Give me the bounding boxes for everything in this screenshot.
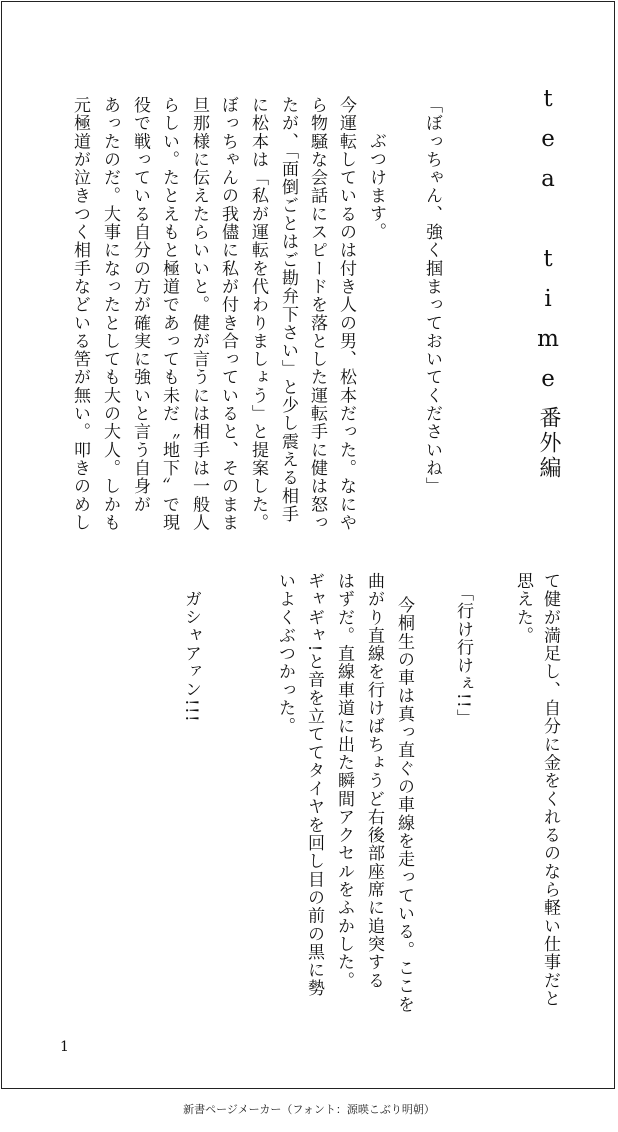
story-title	[530, 86, 566, 481]
text-column-2: 思えた。	[513, 572, 533, 645]
text-column-31: 元極道が泣きつく相手などいる筈が無い。叩きのめし	[70, 96, 90, 532]
text-column-23: ら物騒な会話にスピードを落とした運転手に健は怒っ	[307, 96, 327, 532]
title-subtitle: 番外編	[536, 406, 561, 481]
text-column-25: に松本は「私が運転を代わりましょう」と提案した。	[248, 96, 268, 532]
title-latin: tea time	[535, 86, 561, 406]
sound-effect-line: ガシャアァン!!!	[181, 590, 201, 723]
manuscript-page	[1, 1, 615, 1089]
text-column-27: 旦那様に伝えたらいいと。健が言うには相手は一般人	[189, 96, 209, 532]
text-column-29: 役で戦っている自分の方が確実に強いと言う自身が	[130, 96, 150, 514]
page-number: 1	[60, 1039, 69, 1055]
text-column-20: ぶつけます。	[366, 132, 386, 241]
text-column-6: 今桐生の車は真っ直ぐの車線を走っている。ここを	[394, 596, 414, 1014]
text-column-9: ギャギャ!と音を立ててタイヤを回し目の前の黒に勢	[304, 572, 324, 998]
text-column-26: ぼっちゃんの我儘に私が付き合っていると、そのまま	[218, 96, 238, 532]
text-column-30: あったのだ。大事になったとしても大の大人。しかも	[100, 96, 120, 532]
text-column-24: たが、「面倒ごとはご勘弁下さい」と少し震える相手	[278, 96, 298, 524]
text-column-28: らしい。たとえもと極道であっても未だ〝地下〟で現	[159, 96, 179, 532]
text-column-7: 曲がり直線を行けばちょうど右後部座席に追突する	[364, 572, 384, 990]
dialogue-line: 「行け行けぇ!!」	[453, 584, 473, 728]
footer-caption: 新書ページメーカー（フォント：源暎こぶり明朝）	[183, 1103, 435, 1116]
text-column-10: いよくぶつかった。	[275, 572, 295, 736]
text-column-22: 今運転しているのは付き人の男、松本だった。なにや	[336, 96, 356, 532]
text-column-1: て健が満足し、自分に金をくれるのなら軽い仕事だと	[540, 572, 560, 1008]
text-column-8: はずだ。直線車道に出た瞬間アクセルをふかした。	[334, 572, 354, 990]
dialogue-line: 「ぼっちゃん、強く掴まっておいてくださいね」	[422, 96, 442, 496]
